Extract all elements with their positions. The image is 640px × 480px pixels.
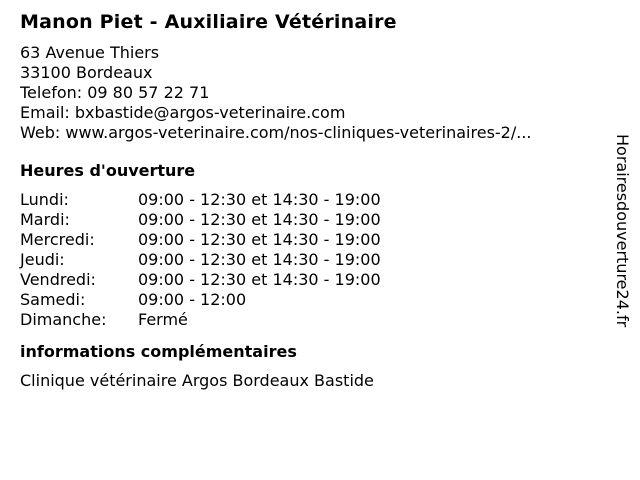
day-hours: 09:00 - 12:30 et 14:30 - 19:00 xyxy=(138,270,381,289)
day-label: Mercredi: xyxy=(20,230,95,249)
day-hours: 09:00 - 12:30 et 14:30 - 19:00 xyxy=(138,210,381,229)
day-hours: Fermé xyxy=(138,310,188,329)
hours-row xyxy=(20,270,600,290)
info-heading: informations complémentaires xyxy=(20,342,297,361)
day-label: Dimanche: xyxy=(20,310,107,329)
hours-row xyxy=(20,310,600,330)
hours-heading: Heures d'ouverture xyxy=(20,161,196,180)
email-address[interactable]: Email: bxbastide@argos-veterinaire.com xyxy=(20,103,346,122)
page-content xyxy=(20,10,600,391)
day-label: Jeudi: xyxy=(20,250,65,269)
day-label: Lundi: xyxy=(20,190,69,209)
day-label: Samedi: xyxy=(20,290,86,309)
hours-row xyxy=(20,210,600,230)
day-hours: 09:00 - 12:30 et 14:30 - 19:00 xyxy=(138,230,381,249)
street-address: 63 Avenue Thiers xyxy=(20,43,160,62)
hours-row xyxy=(20,250,600,270)
hours-table xyxy=(20,190,600,330)
hours-row xyxy=(20,190,600,210)
hours-row xyxy=(20,230,600,250)
day-hours: 09:00 - 12:30 et 14:30 - 19:00 xyxy=(138,250,381,269)
day-hours: 09:00 - 12:30 et 14:30 - 19:00 xyxy=(138,190,381,209)
day-hours: 09:00 - 12:00 xyxy=(138,290,247,309)
day-label: Mardi: xyxy=(20,210,70,229)
hours-row xyxy=(20,290,600,310)
info-text: Clinique vétérinaire Argos Bordeaux Bastide xyxy=(20,371,374,390)
address-block xyxy=(20,43,600,143)
city-address: 33100 Bordeaux xyxy=(20,63,153,82)
day-label: Vendredi: xyxy=(20,270,96,289)
site-watermark: Horairesdouverture24.fr xyxy=(613,134,632,328)
website-link[interactable]: Web: www.argos-veterinaire.com/nos-cliniques-veterinaires-2/... xyxy=(20,123,532,142)
page-title: Manon Piet - Auxiliaire Vétérinaire xyxy=(20,11,397,33)
phone-number[interactable]: Telefon: 09 80 57 22 71 xyxy=(20,83,210,102)
